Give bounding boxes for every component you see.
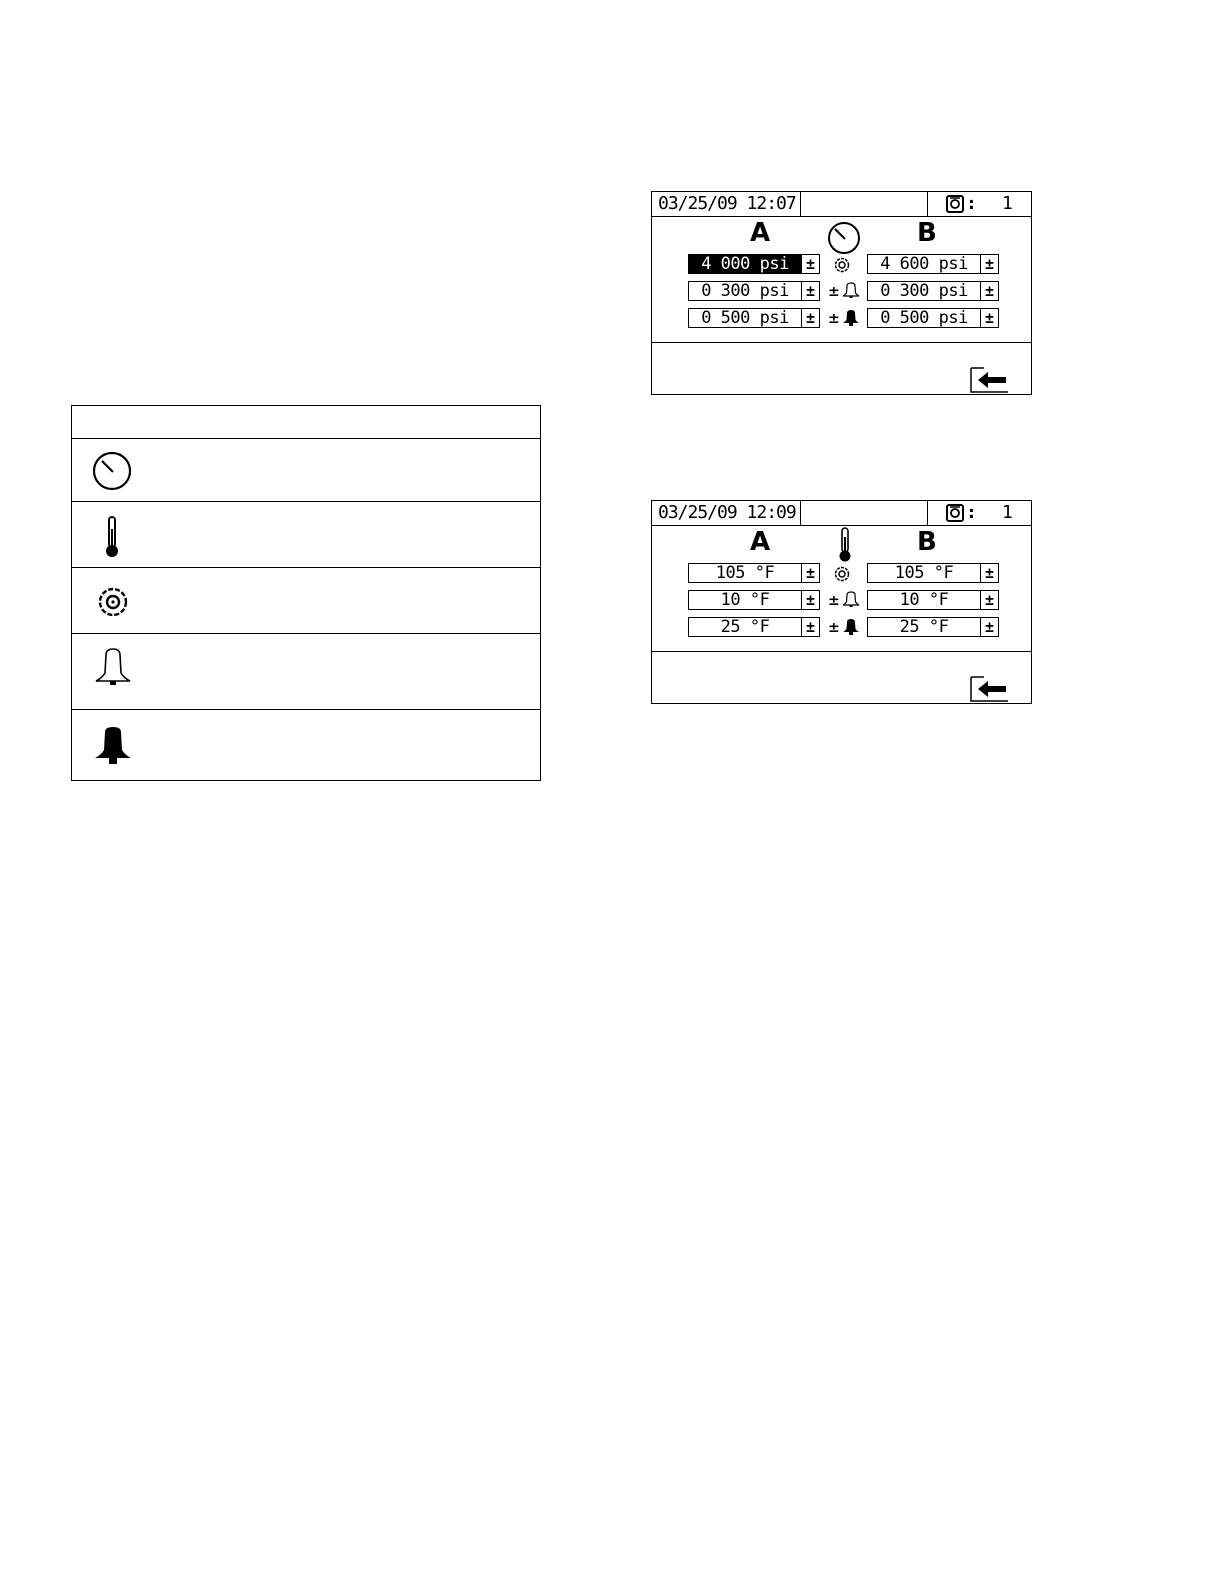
- plusminus-icon[interactable]: ±: [980, 309, 998, 327]
- plusminus-icon[interactable]: ±: [801, 255, 819, 273]
- setpoint-a-value: 4 000 psi: [689, 255, 801, 273]
- setpoint-target-icon: [828, 566, 850, 586]
- column-a-label: A: [750, 527, 771, 557]
- alarm-b-value: 25 °F: [899, 617, 949, 637]
- deviation-b-value: 10 °F: [899, 590, 949, 610]
- alarm-filled-bell-icon: [828, 618, 860, 640]
- recipe-indicator: [927, 192, 1032, 216]
- svg-text:±: ±: [828, 284, 840, 300]
- legend-row-setpoint: [72, 568, 540, 634]
- plusminus-icon[interactable]: ±: [801, 618, 819, 636]
- legend-header: [72, 406, 540, 439]
- pressure-gauge-icon: [92, 451, 132, 495]
- alarm-a-value: 0 500 psi: [701, 308, 789, 328]
- deviation-alarm-outline-bell-icon: [92, 647, 134, 693]
- deviation-alarm-outline-bell-icon: [828, 591, 860, 613]
- recipe-icon: [946, 195, 964, 217]
- divider: [652, 342, 1031, 343]
- setpoint-a-field[interactable]: [688, 254, 820, 274]
- alarm-b-field[interactable]: [867, 617, 999, 637]
- svg-text:±: ±: [828, 311, 840, 327]
- icon-legend-table: [71, 405, 541, 781]
- setpoint-target-icon: [828, 257, 850, 277]
- setpoint-a-field[interactable]: [688, 563, 820, 583]
- column-a-label: A: [750, 218, 771, 248]
- alarm-b-field[interactable]: [867, 308, 999, 328]
- divider: [652, 651, 1031, 652]
- recipe-icon: [946, 504, 964, 526]
- datetime: 03/25/09 12:07: [656, 192, 801, 216]
- recipe-number: 1: [1002, 193, 1013, 214]
- alarm-a-field[interactable]: [688, 308, 820, 328]
- setpoint-a-value: 105 °F: [715, 563, 775, 583]
- plusminus-icon[interactable]: ±: [980, 255, 998, 273]
- alarm-a-value: 25 °F: [720, 617, 770, 637]
- setpoint-b-field[interactable]: [867, 563, 999, 583]
- alarm-filled-bell-icon: [828, 309, 860, 331]
- plusminus-icon[interactable]: ±: [980, 591, 998, 609]
- plusminus-icon[interactable]: ±: [801, 282, 819, 300]
- legend-row-pressure: [72, 439, 540, 502]
- alarm-a-field[interactable]: [688, 617, 820, 637]
- column-b-label: B: [917, 527, 937, 557]
- recipe-indicator: [927, 501, 1032, 525]
- deviation-b-field[interactable]: [867, 281, 999, 301]
- exit-button[interactable]: [970, 676, 1010, 706]
- temperature-setpoints-screen: [651, 500, 1032, 704]
- recipe-colon: :: [966, 193, 977, 214]
- deviation-a-field[interactable]: [688, 281, 820, 301]
- status-bar: [652, 501, 1031, 526]
- deviation-a-value: 10 °F: [720, 590, 770, 610]
- svg-text:±: ±: [828, 620, 840, 636]
- deviation-a-field[interactable]: [688, 590, 820, 610]
- alarm-b-value: 0 500 psi: [880, 308, 968, 328]
- datetime: 03/25/09 12:09: [656, 501, 801, 525]
- recipe-colon: :: [966, 502, 977, 523]
- alarm-filled-bell-icon: [92, 726, 134, 772]
- svg-text:±: ±: [828, 593, 840, 609]
- recipe-number: 1: [1002, 502, 1013, 523]
- plusminus-icon[interactable]: ±: [801, 564, 819, 582]
- setpoint-b-field[interactable]: [867, 254, 999, 274]
- plusminus-icon[interactable]: ±: [801, 591, 819, 609]
- setpoint-b-value: 105 °F: [894, 563, 954, 583]
- status-bar: [652, 192, 1031, 217]
- deviation-a-value: 0 300 psi: [701, 281, 789, 301]
- legend-row-alarm: [72, 710, 540, 784]
- legend-row-deviation: [72, 634, 540, 710]
- thermometer-icon: [92, 515, 132, 563]
- plusminus-icon[interactable]: ±: [980, 282, 998, 300]
- legend-row-temperature: [72, 502, 540, 568]
- pressure-gauge-icon: [827, 221, 861, 259]
- setpoint-b-value: 4 600 psi: [880, 254, 968, 274]
- deviation-alarm-outline-bell-icon: [828, 282, 860, 304]
- plusminus-icon[interactable]: ±: [980, 618, 998, 636]
- pressure-setpoints-screen: [651, 191, 1032, 395]
- exit-button[interactable]: [970, 367, 1010, 397]
- deviation-b-value: 0 300 psi: [880, 281, 968, 301]
- column-b-label: B: [917, 218, 937, 248]
- thermometer-icon: [837, 527, 853, 567]
- setpoint-target-icon: [92, 585, 132, 623]
- deviation-b-field[interactable]: [867, 590, 999, 610]
- plusminus-icon[interactable]: ±: [801, 309, 819, 327]
- plusminus-icon[interactable]: ±: [980, 564, 998, 582]
